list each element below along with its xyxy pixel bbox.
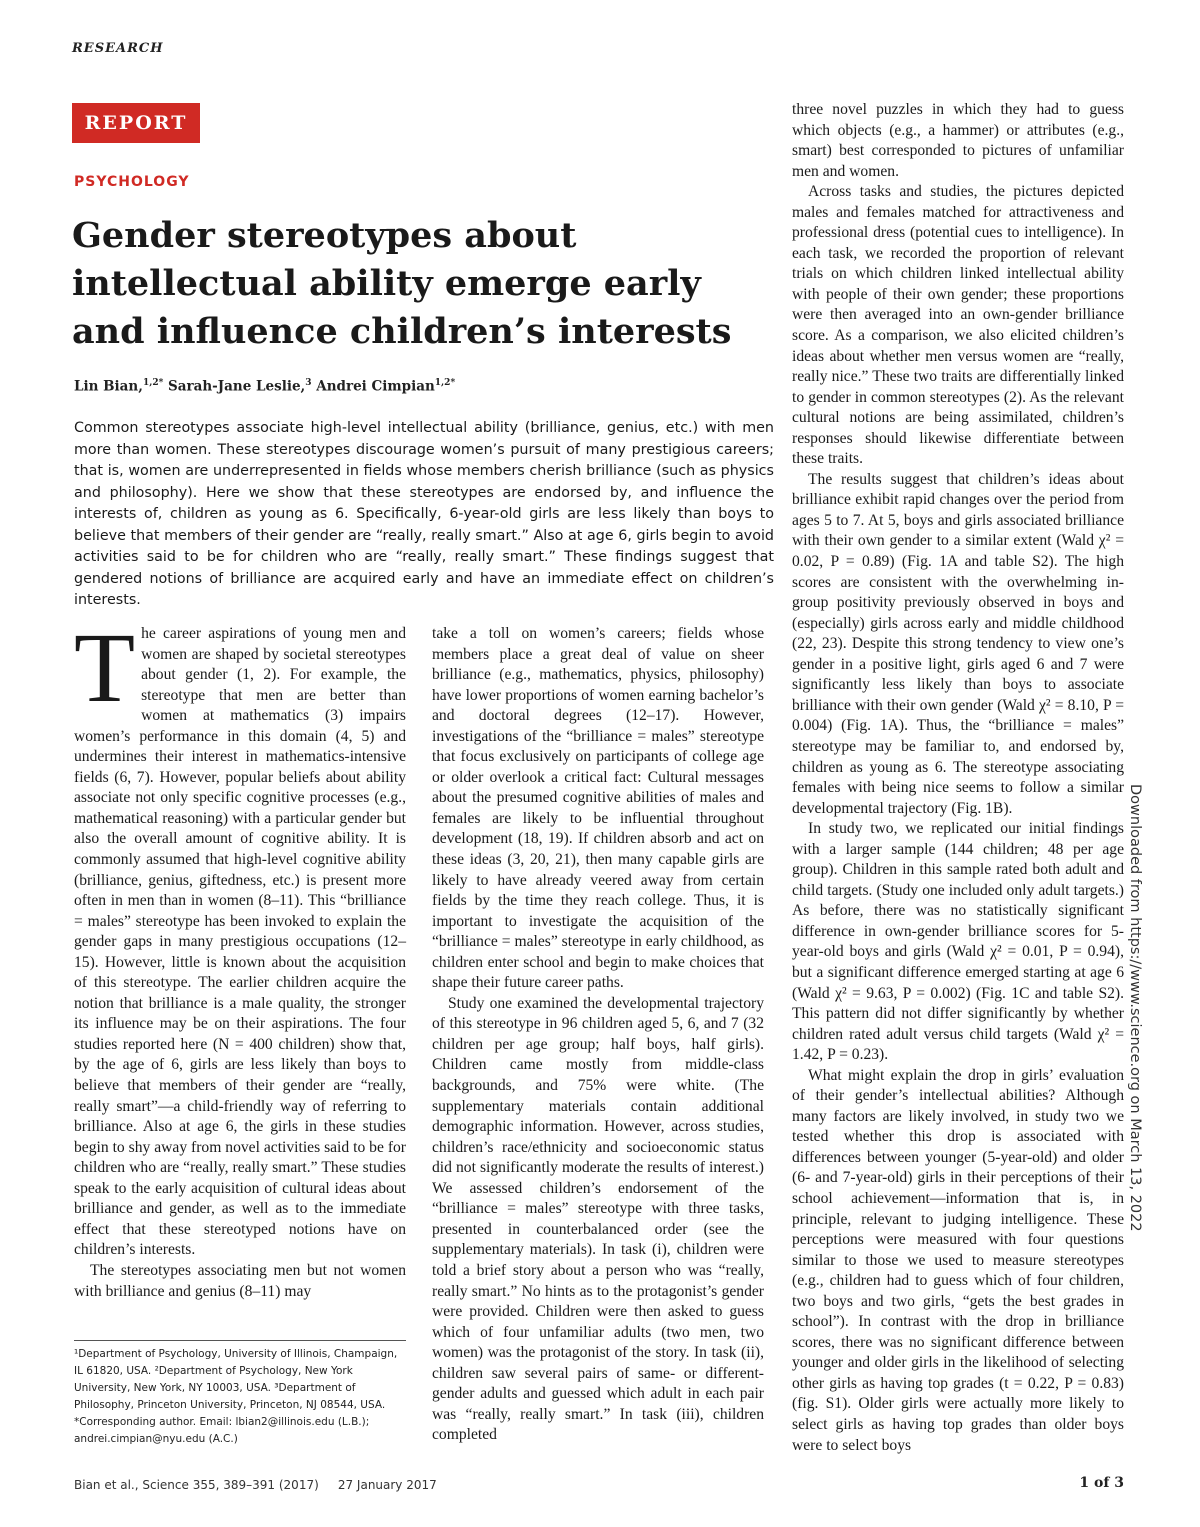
body-paragraph: The results suggest that children’s ideas about brilliance exhibit rapid changes over the period from ages 5 to 7. At 5, boys and girls associated brilliance with their own gender to a similar extent (Wald χ² = 0.02, P = 0.89) (Fig. 1A and table S2). The high scores are consistent with the overwhelming in-group positivity previously observed in boys and (especially) girls across early and middle childhood (22, 23). Despite this strong tendency to view one’s gender in a positive light, girls aged 6 and 7 were significantly less likely than boys to associate brilliance with their own gender (Wald χ² = 8.10, P = 0.004) (Fig. 1A). Thus, the “brilliance = males” stereotype may be familiar to, and endorsed by, children as young as 6. The stereotype associating females with being nice seems to follow a similar developmental trajectory (Fig. 1B). bbox=[792, 470, 1124, 817]
author-list bbox=[74, 378, 774, 395]
body-column-1 bbox=[74, 612, 406, 1324]
body-paragraph: In study two, we replicated our initial findings with a larger sample (144 children; 48 per age group). Children in this sample rated both adult and child targets. (Study one included only adult targets.) As before, there was no statistically significant difference in own-gender brilliance scores for 5-year-old boys and girls (Wald χ² = 0.01, P = 0.94), but a significant difference emerged starting at age 6 (Wald χ² = 9.63, P = 0.002) (Fig. 1C and table S2). This pattern did not differ significantly by whether children rated adult versus child targets (Wald χ² = 1.42, P = 0.23). bbox=[792, 820, 1124, 1064]
footnote-divider bbox=[74, 1340, 406, 1341]
author-affiliation-mark: 3 bbox=[305, 378, 312, 388]
author-name: Andrei Cimpian bbox=[311, 378, 435, 395]
section-label: RESEARCH bbox=[72, 41, 164, 56]
body-paragraph: take a toll on women’s careers; fields whose members place a great deal of value on sheer brilliance (e.g., mathematics, physics, philosophy) have lower proportions of women earning bachelor’s and doctoral degrees (12–17). However, investigations of the “brilliance = males” stereotype that focus exclusively on participants of college age or older overlook a critical fact: Cultural messages about the presumed cognitive abilities of males and females are likely to be influential throughout development (18, 19). If children absorb and act on these ideas (3, 20, 21), then many capable girls are likely to have already veered away from certain fields by the time they reach college. Thus, it is important to investigate the acquisition of the “brilliance = males” stereotype in early childhood, as children enter school and begin to make choices that shape their future career paths. bbox=[432, 625, 764, 992]
category-label: PSYCHOLOGY bbox=[74, 174, 190, 190]
drop-cap: T bbox=[74, 612, 136, 723]
body-paragraph bbox=[74, 612, 406, 1261]
body-paragraph: three novel puzzles in which they had to guess which objects (e.g., a hammer) or attributes (e.g., smart) best corresponded to pictures of unfamiliar men and women. bbox=[792, 101, 1124, 180]
article-title: Gender stereotypes about intellectual ability emerge early and influence children’s interests bbox=[72, 215, 732, 352]
abstract: Common stereotypes associate high-level intellectual ability (brilliance, genius, etc.) with men more than women. These stereotypes discourage women’s pursuit of many prestigious careers; that is, women are underrepresented in fields whose members cherish brilliance (such as physics and philosophy). Here we show that these stereotypes are endorsed by, and influence the interests of, children as young as 6. Specifically, 6-year-old girls are less likely than boys to believe that members of their gender are “really, really smart.” Also at age 6, girls begin to avoid activities said to be for children who are “really, really smart.” These findings suggest that gendered notions of brilliance are acquired early and have an immediate effect on children’s interests. bbox=[74, 420, 774, 608]
author-name: Lin Bian, bbox=[74, 378, 143, 395]
footnotes bbox=[74, 1346, 406, 1448]
body-column-3 bbox=[792, 100, 1124, 1456]
report-badge: REPORT bbox=[72, 103, 200, 143]
author-name: Sarah-Jane Leslie, bbox=[163, 378, 306, 395]
download-watermark: Downloaded from https://www.science.org on March 13, 2022 bbox=[1127, 784, 1143, 1232]
author-affiliation-mark: 1,2* bbox=[142, 378, 164, 388]
corresponding-author-footnote: *Corresponding author. Email: lbian2@illinois.edu (L.B.); andrei.cimpian@nyu.edu (A.C.) bbox=[74, 1416, 370, 1445]
body-paragraph: The stereotypes associating men but not women with brilliance and genius (8–11) may bbox=[74, 1261, 406, 1300]
body-paragraph: Across tasks and studies, the pictures depicted males and females matched for attractiveness and professional dress (potential cues to intelligence). In each task, we recorded the proportion of relevant trials on which children linked intellectual ability with people of their own gender; these proportions were then averaged into an own-gender brilliance score. As a comparison, we also elicited children’s ideas about whether men versus women are “really, really nice.” These two traits are differentially linked to gender in common stereotypes (2). As the relevant cultural notions are being assimilated, children’s responses should likewise differentiate between these traits. bbox=[792, 183, 1124, 468]
author-affiliation-mark: 1,2* bbox=[434, 378, 456, 388]
body-paragraph: Study one examined the developmental trajectory of this stereotype in 96 children aged 5, 6, and 7 (32 children per age group; half boys, half girls). Children came mostly from middle-class backgrounds, and 75% were white. (The supplementary materials contain additional demographic information. However, across studies, children’s race/ethnicity and socioeconomic status did not significantly moderate the results of interest.) We assessed children’s endorsement of the “brilliance = males” stereotype with three tasks, presented in counterbalanced order (see the supplementary materials). In task (i), children were told a brief story about a person who was “really, really smart.” No hints as to the protagonist’s gender were provided. Children were then asked to guess which of four unfamiliar adults (two men, two women) was the protagonist of the story. In task (ii), children saw several pairs of same- or different-gender adults and guessed which adult in each pair was “really, really smart.” In task (iii), children completed bbox=[432, 994, 764, 1444]
affiliations-footnote: ¹Department of Psychology, University of Illinois, Champaign, IL 61820, USA. ²Department of Psychology, New York University, New York, NY 10003, USA. ³Department of Philosophy, Princeton University, Princeton, NJ 08544, USA. bbox=[74, 1348, 398, 1411]
footer-citation: Bian et al., Science 355, 389–391 (2017) 27 January 2017 bbox=[74, 1478, 437, 1492]
body-paragraph: What might explain the drop in girls’ evaluation of their gender’s intellectual abilities? Although many factors are likely involved, in study two we tested whether this drop is associated with differences between younger (5-year-old) and older (6- and 7-year-old) girls in their perceptions of their school achievement—information that is, in principle, relevant to judging intelligence. These perceptions were measured with four questions similar to those we used to measure stereotypes (e.g., children had to guess which of four children, two boys and two girls, “gets the best grades in school”). In contrast with the drop in brilliance scores, there was no significant difference between younger and older girls in the likelihood of selecting other girls as having top grades (t = 0.22, P = 0.83) (fig. S1). Older girls were actually more likely to select girls as having top grades than older boys were to select boys bbox=[792, 1066, 1124, 1454]
body-column-2 bbox=[432, 624, 764, 1454]
paragraph-text: he career aspirations of young men and women are shaped by societal stereotypes about gender (1, 2). For example, the stereotype that men are better than women at mathematics (3) impairs women’s performance in this domain (4, 5) and undermines their interest in mathematics-intensive fields (6, 7). However, popular beliefs about ability associate not only specific cognitive processes (e.g., mathematical reasoning) with a particular gender but also the overall amount of cognitive ability. It is commonly assumed that high-level cognitive ability (brilliance, genius, giftedness, etc.) is present more often in men than in women (8–11). This “brilliance = males” stereotype has been invoked to explain the gender gaps in many prestigious occupations (12–15). However, little is known about the acquisition of this stereotype. The earlier children acquire the notion that brilliance is a male quality, the stronger its influence may be on their aspirations. The four studies reported here (N = 400 children) show that, by the age of 6, girls are less likely than boys to believe that members of their gender are “really, really smart”—a child-friendly way of referring to brilliance. Also at age 6, the girls in these studies begin to shy away from novel activities said to be for children who are “really, really smart.” These studies speak to the early acquisition of cultural ideas about brilliance and gender, as well as to the immediate effect that these stereotyped notions have on children’s interests. bbox=[74, 625, 406, 1259]
page-number: 1 of 3 bbox=[1079, 1475, 1124, 1491]
